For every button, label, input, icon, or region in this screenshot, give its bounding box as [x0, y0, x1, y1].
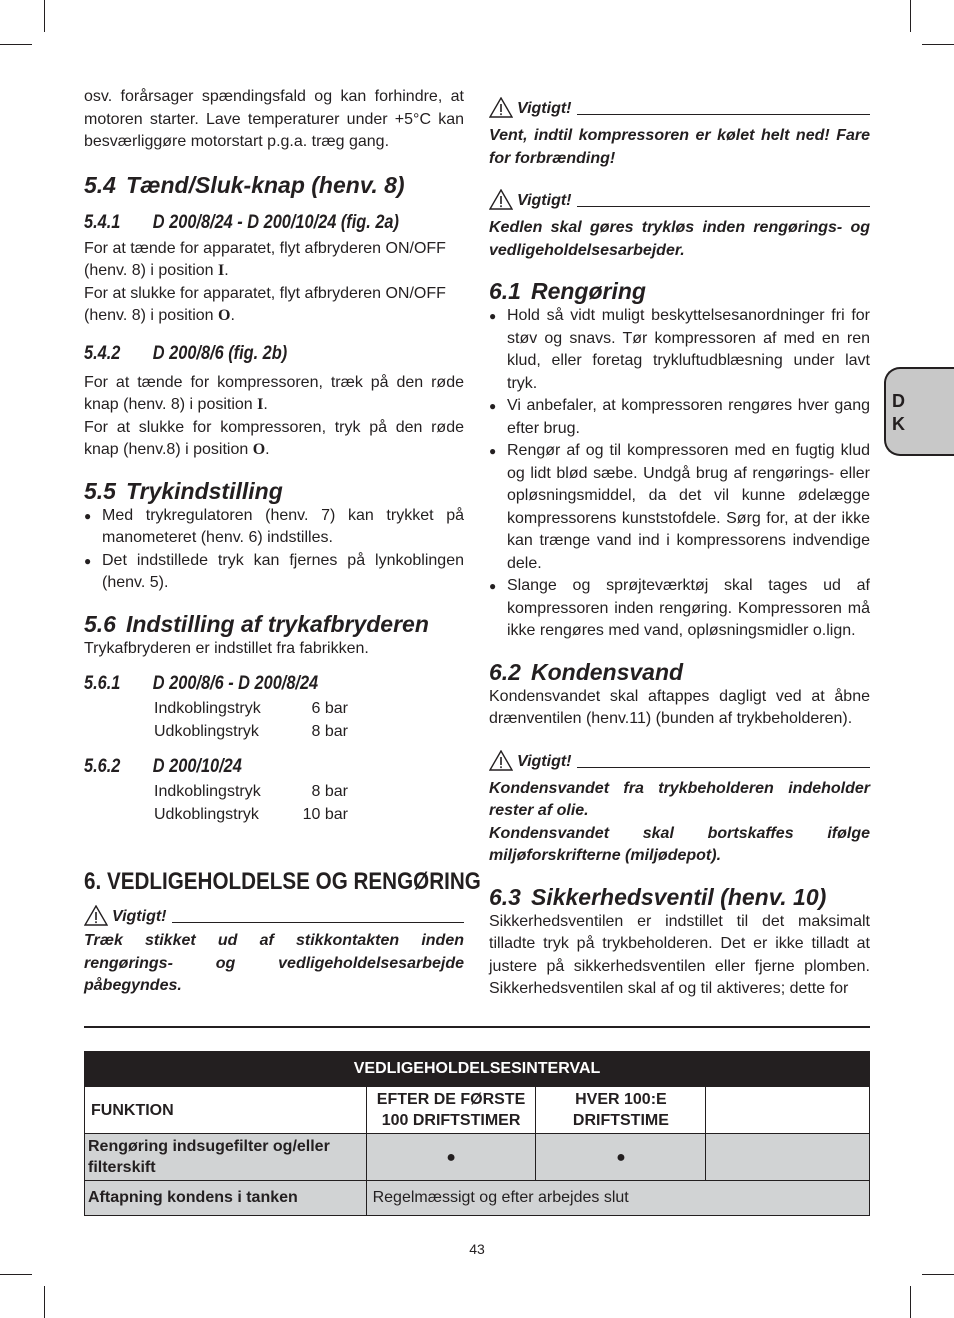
table-title: VEDLIGEHOLDELSESINTERVAL: [85, 1052, 870, 1087]
setting-label: Indkoblingstryk: [154, 783, 261, 800]
warning-icon: [489, 97, 513, 118]
warning-header: [84, 898, 464, 926]
warning-icon: [489, 189, 513, 210]
list-item: ● Med trykregulatoren (henv. 7) kan trykket på manometeret (henv. 6) indstilles.: [84, 505, 464, 550]
warning-text: Kondensvandet fra trykbeholderen indeholder rester af olie.: [489, 779, 870, 819]
warning-icon: [489, 750, 513, 771]
crop-mark: [910, 0, 911, 32]
list-item: ● Rengør af og til kompressoren med en fugtig klud og lidt blød sæbe. Undgå brug af rengørings- eller opløsningsmiddel, da det vil kunne ødelægge kompressorens kunststofdele. Sørg for, at der ikke kan trænge vand ind i kompressorens indvendige dele.: [489, 440, 870, 575]
heading-6-3: 6.3 Sikkerhedsventil (henv. 10): [489, 883, 827, 910]
setting-label: Udkoblingstryk: [154, 722, 259, 740]
setting-label: Indkoblingstryk: [154, 700, 261, 717]
warning-rule: [577, 767, 871, 768]
language-tab: [884, 367, 954, 456]
warning-rule: [172, 922, 465, 923]
position-symbol: I: [218, 262, 225, 279]
crop-mark: [0, 1274, 32, 1275]
crop-mark: [910, 1286, 911, 1318]
list-item: ● Hold så vidt muligt beskyttelsesanordninger fri for støv og snavs. Tør kompressoren af med en ren klud, eller foretag trykluftudblæsning under lavt tryk.: [489, 305, 870, 395]
table-header-row: [85, 1087, 870, 1134]
heading-5-6: 5.6 Indstilling af trykafbryderen: [84, 610, 429, 637]
table-cell: [706, 1134, 870, 1181]
left-column: [84, 86, 481, 998]
heading-5-4-2: 5.4.2 D 200/8/6 (fig. 2b): [84, 342, 288, 364]
paragraph-5-4-2-off: For at slukke for kompressoren, tryk på den røde knap (henv.8) i position O.: [84, 418, 464, 458]
column-header: EFTER DE FØRSTE 100 DRIFTSTIMER: [366, 1087, 536, 1134]
maintenance-table: [84, 1051, 870, 1216]
table-cell: ●: [536, 1134, 706, 1181]
crop-mark: [44, 1286, 45, 1318]
paragraph-6-3: Sikkerhedsventilen er indstillet til det maksimalt tilladte tryk på trykbeholderen. Det er ikke tilladt at justere på sikkerhedsventilen eller fjerne plomben. Sikkerhedsventilen skal af og til aktiveres; dette for: [489, 912, 870, 997]
crop-mark: [44, 0, 45, 32]
table-cell: ●: [366, 1134, 536, 1181]
table-cell: Regelmæssigt og efter arbejdes slut: [366, 1181, 869, 1216]
warning-label: Vigtigt!: [517, 192, 572, 209]
warning-label: Vigtigt!: [517, 752, 572, 770]
page-number: 43: [469, 1241, 485, 1257]
paragraph-5-4-1-off: For at slukke for apparatet, flyt afbryderen ON/OFF (henv. 8) i position O.: [84, 284, 446, 324]
warning-rule: [577, 206, 871, 207]
heading-5-6-1: 5.6.1 D 200/8/6 - D 200/8/24: [84, 673, 319, 694]
paragraph-5-4-1-on: For at tænde for apparatet, flyt afbryderen ON/OFF (henv. 8) i position I.: [84, 239, 446, 279]
heading-5-5: 5.5 Trykindstilling: [84, 477, 283, 504]
table-title-row: [85, 1052, 870, 1087]
warning-text: Vent, indtil kompressoren er kølet helt ned! Fare for forbrænding!: [489, 127, 870, 167]
list-6-1: [489, 305, 870, 643]
paragraph-5-6: Trykafbryderen er indstillet fra fabrikken.: [84, 639, 369, 657]
warning-text: Kedlen skal gøres trykløs inden rengørings- og vedligeholdelsesarbejder.: [489, 219, 870, 259]
crop-mark: [922, 1274, 954, 1275]
crop-mark: [0, 44, 32, 45]
table-cell: Aftapning kondens i tanken: [85, 1181, 367, 1216]
warning-label: Vigtigt!: [517, 100, 572, 117]
setting-label: Udkoblingstryk: [154, 805, 259, 823]
column-header: [706, 1087, 870, 1134]
position-symbol: O: [252, 441, 266, 458]
setting-value: 8 bar: [311, 722, 348, 740]
table-row: [85, 1134, 870, 1181]
warning-rule: [577, 114, 871, 115]
warning-header: [489, 182, 870, 210]
warning-text: Træk stikket ud af stikkontakten inden rengørings- og vedligeholdelsesarbejde påbegyndes.: [84, 932, 464, 994]
tab-letter: D: [892, 391, 905, 411]
setting-value: 8 bar: [311, 783, 348, 800]
heading-6-1: 6.1 Rengøring: [489, 278, 646, 304]
heading-5-6-2: 5.6.2 D 200/10/24: [84, 756, 242, 777]
intro-paragraph: osv. forårsager spændingsfald og kan forhindre, at motoren starter. Lave temperaturer under +5°C kan besværliggøre motorstart p.g.a. træg gang.: [84, 88, 464, 150]
crop-mark: [922, 44, 954, 45]
warning-label: Vigtigt!: [112, 908, 167, 925]
heading-6: 6. VEDLIGEHOLDELSE OG RENGØRING: [84, 868, 481, 895]
column-header: HVER 100:E DRIFTSTIME: [536, 1087, 706, 1134]
setting-value: 6 bar: [311, 700, 348, 717]
settings-5-6-1: [154, 698, 464, 743]
heading-6-2: 6.2 Kondensvand: [489, 658, 684, 685]
list-item: ● Vi anbefaler, at kompressoren rengøres hver gang efter brug.: [489, 395, 870, 440]
warning-header: [489, 90, 870, 118]
warning-icon: [84, 905, 108, 926]
tab-letter: K: [892, 414, 905, 434]
right-column: [489, 90, 870, 1001]
warning-header: [489, 743, 870, 771]
list-item: ● Det indstillede tryk kan fjernes på lynkoblingen (henv. 5).: [84, 550, 464, 595]
paragraph-5-4-2-on: For at tænde for kompressoren, træk på den røde knap (henv. 8) i position I.: [84, 373, 464, 413]
list-item: ● Slange og sprøjteværktøj skal tages ud af kompressoren inden rengøring. Kompressoren må ikke rengøres med vand, opløsningsmidler o.lign.: [489, 575, 870, 643]
column-header: FUNKTION: [85, 1087, 367, 1134]
heading-5-4: 5.4 Tænd/Sluk-knap (henv. 8): [84, 171, 405, 198]
list-5-5: [84, 505, 464, 595]
heading-5-4-1: 5.4.1 D 200/8/24 - D 200/10/24 (fig. 2a): [84, 211, 399, 233]
position-symbol: I: [257, 396, 264, 413]
paragraph-6-2: Kondensvandet skal aftappes dagligt ved at åbne drænventilen (henv.11) (bunden af trykbeholderen).: [489, 687, 870, 727]
table-row: [85, 1181, 870, 1216]
table-cell: Rengøring indsugefilter og/eller filterskift: [85, 1134, 367, 1181]
setting-value: 10 bar: [302, 805, 348, 823]
section-divider: [84, 1026, 870, 1028]
settings-5-6-2: [154, 781, 464, 826]
warning-text: Kondensvandet skal bortskaffes ifølge miljøforskrifterne (miljødepot).: [489, 824, 870, 864]
position-symbol: O: [218, 307, 231, 324]
